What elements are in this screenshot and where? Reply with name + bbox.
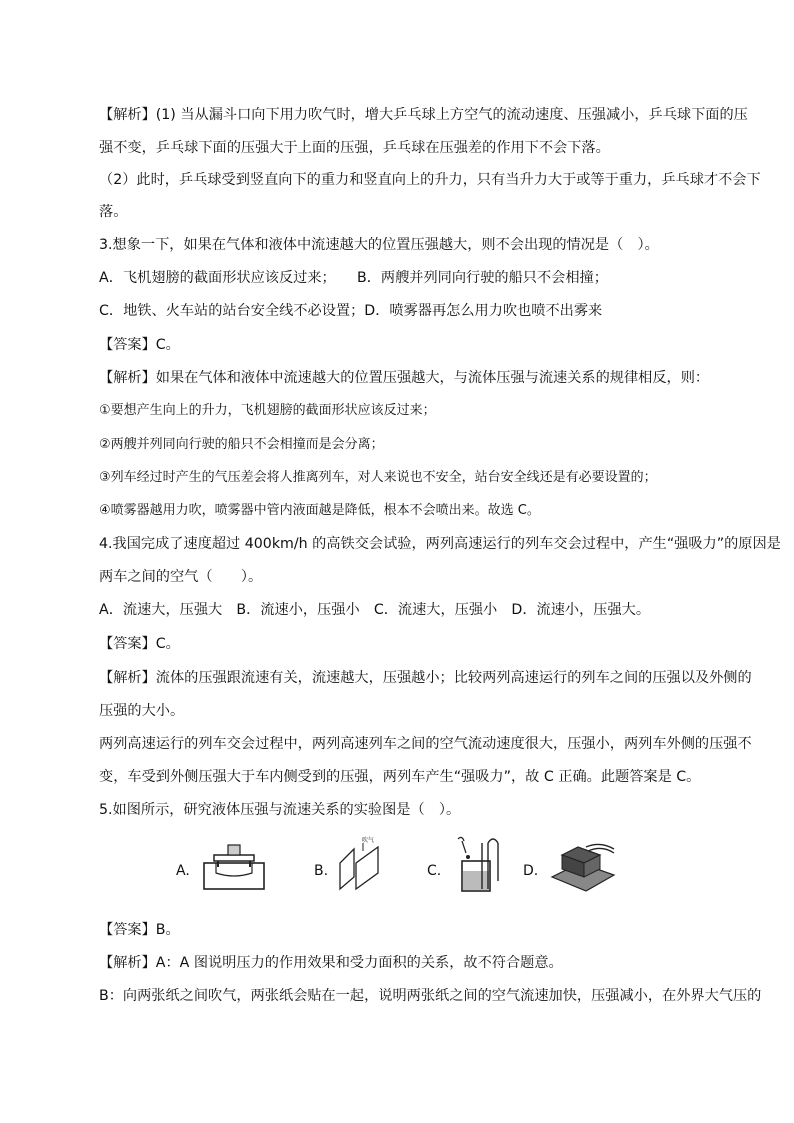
text-line: 落。 xyxy=(99,204,128,220)
answer-4: 【答案】C。 xyxy=(99,636,180,652)
text-line: 两列高速运行的列车交会过程中，两列高速列车之间的空气流动速度很大，压强小，两列车外侧的压强不 xyxy=(99,736,752,752)
figure-options xyxy=(0,833,794,893)
text-line: 压强的大小。 xyxy=(99,703,185,719)
text-line: 两车之间的空气（ ）。 xyxy=(99,569,263,585)
options-cd: C．地铁、火车站的站台安全线不必设置；D．喷雾器再怎么用力吹也喷不出雾来 xyxy=(99,303,603,319)
figure-b-label: B. xyxy=(314,863,329,879)
options-4: A．流速大，压强大 B．流速小，压强小 C．流速大，压强小 D．流速小，压强大。 xyxy=(99,602,651,618)
analysis-4: 【解析】流体的压强跟流速有关，流速越大，压强越小；比较两列高速运行的列车之间的压强以及外侧的 xyxy=(99,670,752,686)
text-line: ③列车经过时产生的气压差会将人推离列车，对人来说也不安全，站台安全线还是有必要设置的； xyxy=(99,470,657,485)
answer-3: 【答案】C。 xyxy=(99,337,180,353)
text-line: 强不变，乒乓球下面的压强大于上面的压强，乒乓球在压强差的作用下不会下落。 xyxy=(99,140,610,156)
figure-b-caption: 吹气 xyxy=(362,837,375,844)
figure-d-brick-sponge xyxy=(548,833,618,893)
text-line: ①要想产生向上的升力，飞机翅膀的截面形状应该反过来； xyxy=(99,403,436,418)
text-line: （2）此时，乒乓球受到竖直向下的重力和竖直向上的升力，只有当升力大于或等于重力，乒乓球才不会下 xyxy=(99,172,761,188)
figure-d-label: D. xyxy=(523,863,539,879)
figure-c-label: C. xyxy=(427,863,442,879)
text-line: ④喷雾器越用力吹，喷雾器中管内液面越是降低，根本不会喷出来。故选 C。 xyxy=(99,503,540,518)
question-4: 4.我国完成了速度超过 400km/h 的高铁交会试验，两列高速运行的列车交会过程中，产生“强吸力”的原因是 xyxy=(99,536,781,552)
answer-5: 【答案】B。 xyxy=(99,922,180,938)
analysis-3: 【解析】如果在气体和液体中流速越大的位置压强越大，与流体压强与流速关系的规律相反，则： xyxy=(99,370,710,386)
analysis-5: 【解析】A：A 图说明压力的作用效果和受力面积的关系，故不符合题意。 xyxy=(99,955,563,971)
text-line: 【解析】(1) 当从漏斗口向下用力吹气时，增大乒乓球上方空气的流动速度、压强减小，乒乓球下面的压 xyxy=(99,107,748,123)
figure-c-u-tube xyxy=(452,833,506,893)
figure-a-pressure-sponge xyxy=(200,833,268,893)
question-5: 5.如图所示，研究液体压强与流速关系的实验图是（ ）。 xyxy=(99,802,461,818)
options-ab: A．飞机翅膀的截面形状应该反过来； B．两艘并列同向行驶的船只不会相撞； xyxy=(99,270,608,286)
question-3: 3.想象一下，如果在气体和液体中流速越大的位置压强越大，则不会出现的情况是（ ）。 xyxy=(99,237,659,253)
text-line: 变，车受到外侧压强大于车内侧受到的压强，两列车产生“强吸力”，故 C 正确。此题答案是 C。 xyxy=(99,769,701,785)
figure-a-label: A. xyxy=(176,863,190,879)
text-line: B：向两张纸之间吹气，两张纸会贴在一起，说明两张纸之间的空气流速加快，压强减小，在外界大气压的 xyxy=(99,988,762,1004)
figure-b-two-papers xyxy=(336,833,392,893)
text-line: ②两艘并列同向行驶的船只不会相撞而是会分离； xyxy=(99,437,384,452)
